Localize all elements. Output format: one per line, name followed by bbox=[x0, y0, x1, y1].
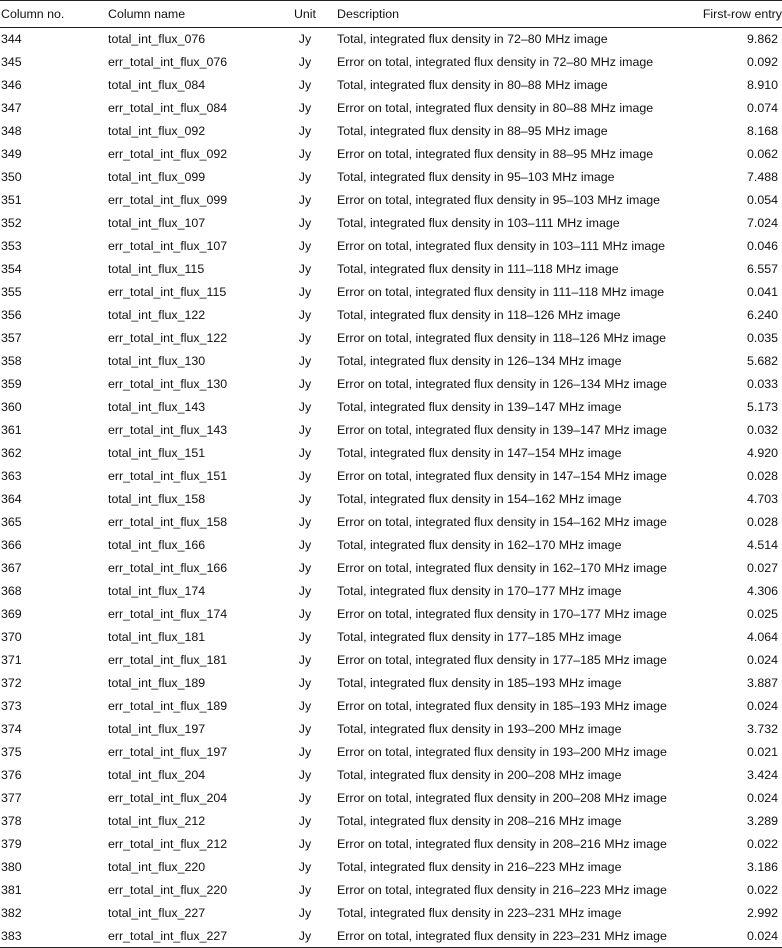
cell-unit: Jy bbox=[298, 630, 312, 644]
cell-column-no: 374 bbox=[1, 722, 22, 736]
cell-column-name: err_total_int_flux_122 bbox=[108, 331, 228, 345]
table-row bbox=[0, 810, 782, 833]
header-column-name: Column name bbox=[108, 1, 273, 28]
cell-unit: Jy bbox=[298, 883, 312, 897]
cell-column-no: 368 bbox=[1, 584, 22, 598]
cell-description: Error on total, integrated flux density in 162–170 MHz image bbox=[337, 561, 667, 575]
cell-column-no: 346 bbox=[1, 78, 22, 92]
cell-description: Error on total, integrated flux density in 95–103 MHz image bbox=[337, 193, 661, 207]
cell-unit: Jy bbox=[298, 515, 312, 529]
cell-column-name: total_int_flux_158 bbox=[108, 492, 206, 506]
cell-first-row-entry: 4.514 bbox=[746, 538, 778, 552]
header-description: Description bbox=[337, 1, 655, 28]
cell-unit: Jy bbox=[298, 791, 312, 805]
cell-column-name: err_total_int_flux_174 bbox=[108, 607, 228, 621]
cell-column-name: total_int_flux_166 bbox=[108, 538, 206, 552]
cell-column-no: 371 bbox=[1, 653, 22, 667]
cell-first-row-entry: 2.992 bbox=[746, 906, 778, 920]
cell-unit: Jy bbox=[298, 860, 312, 874]
cell-unit: Jy bbox=[298, 377, 312, 391]
cell-first-row-entry: 0.024 bbox=[746, 791, 778, 805]
cell-first-row-entry: 7.488 bbox=[746, 170, 778, 184]
cell-column-name: total_int_flux_212 bbox=[108, 814, 206, 828]
cell-unit: Jy bbox=[298, 906, 312, 920]
cell-column-no: 375 bbox=[1, 745, 22, 759]
cell-first-row-entry: 3.289 bbox=[746, 814, 778, 828]
cell-column-name: total_int_flux_227 bbox=[108, 906, 206, 920]
cell-first-row-entry: 0.054 bbox=[746, 193, 778, 207]
cell-column-name: total_int_flux_151 bbox=[108, 446, 206, 460]
cell-description: Error on total, integrated flux density in 72–80 MHz image bbox=[337, 55, 654, 69]
table-row bbox=[0, 396, 782, 419]
table-row bbox=[0, 787, 782, 810]
cell-column-name: err_total_int_flux_166 bbox=[108, 561, 228, 575]
table-row bbox=[0, 465, 782, 488]
cell-description: Error on total, integrated flux density in 200–208 MHz image bbox=[337, 791, 667, 805]
cell-column-name: total_int_flux_099 bbox=[108, 170, 206, 184]
cell-first-row-entry: 0.046 bbox=[746, 239, 778, 253]
cell-first-row-entry: 4.703 bbox=[746, 492, 778, 506]
cell-column-no: 356 bbox=[1, 308, 22, 322]
cell-column-no: 379 bbox=[1, 837, 22, 851]
cell-first-row-entry: 0.025 bbox=[746, 607, 778, 621]
cell-first-row-entry: 0.028 bbox=[746, 515, 778, 529]
cell-unit: Jy bbox=[298, 32, 312, 47]
cell-unit: Jy bbox=[298, 354, 312, 368]
cell-description: Total, integrated flux density in 147–154 MHz image bbox=[337, 446, 622, 460]
cell-column-no: 352 bbox=[1, 216, 22, 230]
cell-first-row-entry: 5.682 bbox=[746, 354, 778, 368]
cell-first-row-entry: 0.022 bbox=[746, 837, 778, 851]
cell-unit: Jy bbox=[298, 768, 312, 782]
cell-description: Error on total, integrated flux density in 170–177 MHz image bbox=[337, 607, 667, 621]
table-row bbox=[0, 51, 782, 74]
cell-description: Total, integrated flux density in 162–170 MHz image bbox=[337, 538, 622, 552]
table-row bbox=[0, 304, 782, 327]
cell-column-no: 372 bbox=[1, 676, 22, 690]
cell-first-row-entry: 4.306 bbox=[746, 584, 778, 598]
cell-column-no: 357 bbox=[1, 331, 22, 345]
table-row bbox=[0, 626, 782, 649]
cell-unit: Jy bbox=[298, 492, 312, 506]
cell-first-row-entry: 4.064 bbox=[746, 630, 778, 644]
cell-column-name: total_int_flux_220 bbox=[108, 860, 206, 874]
cell-description: Total, integrated flux density in 170–177 MHz image bbox=[337, 584, 622, 598]
cell-unit: Jy bbox=[298, 814, 312, 828]
cell-column-no: 365 bbox=[1, 515, 22, 529]
cell-unit: Jy bbox=[298, 170, 312, 184]
cell-first-row-entry: 0.074 bbox=[746, 101, 778, 115]
table-row bbox=[0, 166, 782, 189]
cell-unit: Jy bbox=[298, 469, 312, 483]
cell-column-no: 361 bbox=[1, 423, 22, 437]
cell-description: Total, integrated flux density in 216–223 MHz image bbox=[337, 860, 622, 874]
cell-description: Error on total, integrated flux density in 126–134 MHz image bbox=[337, 377, 667, 391]
cell-unit: Jy bbox=[298, 745, 312, 759]
table-row bbox=[0, 235, 782, 258]
cell-column-name: total_int_flux_174 bbox=[108, 584, 206, 598]
table-row bbox=[0, 695, 782, 718]
cell-column-name: err_total_int_flux_212 bbox=[108, 837, 228, 851]
cell-unit: Jy bbox=[298, 400, 312, 414]
cell-description: Error on total, integrated flux density in 177–185 MHz image bbox=[337, 653, 667, 667]
cell-description: Error on total, integrated flux density in 216–223 MHz image bbox=[337, 883, 667, 897]
cell-description: Total, integrated flux density in 154–162 MHz image bbox=[337, 492, 622, 506]
cell-column-name: total_int_flux_204 bbox=[108, 768, 206, 782]
cell-unit: Jy bbox=[298, 331, 312, 345]
cell-column-no: 360 bbox=[1, 400, 22, 414]
cell-description: Error on total, integrated flux density in 193–200 MHz image bbox=[337, 745, 667, 759]
cell-description: Total, integrated flux density in 139–147 MHz image bbox=[337, 400, 622, 414]
table-header bbox=[0, 1, 782, 28]
cell-first-row-entry: 4.920 bbox=[746, 446, 778, 460]
cell-first-row-entry: 9.862 bbox=[746, 32, 778, 47]
cell-first-row-entry: 6.240 bbox=[746, 308, 778, 322]
cell-description: Error on total, integrated flux density in 154–162 MHz image bbox=[337, 515, 667, 529]
cell-column-no: 380 bbox=[1, 860, 22, 874]
cell-unit: Jy bbox=[298, 561, 312, 575]
cell-first-row-entry: 6.557 bbox=[746, 262, 778, 276]
cell-unit: Jy bbox=[298, 837, 312, 851]
cell-first-row-entry: 0.021 bbox=[746, 745, 778, 759]
cell-column-name: total_int_flux_130 bbox=[108, 354, 206, 368]
cell-column-no: 383 bbox=[0, 925, 108, 948]
cell-unit: Jy bbox=[298, 423, 312, 437]
table-row bbox=[0, 603, 782, 626]
cell-column-name: err_total_int_flux_084 bbox=[108, 101, 228, 115]
cell-column-name: err_total_int_flux_115 bbox=[108, 285, 227, 299]
table-row bbox=[0, 833, 782, 856]
table-row bbox=[0, 925, 782, 948]
cell-description: Total, integrated flux density in 72–80 MHz image bbox=[337, 32, 608, 47]
cell-column-name: err_total_int_flux_181 bbox=[108, 653, 228, 667]
cell-first-row-entry: 5.173 bbox=[746, 400, 778, 414]
cell-unit: Jy bbox=[298, 262, 312, 276]
cell-column-no: 369 bbox=[1, 607, 22, 621]
cell-description: Total, integrated flux density in 208–216 MHz image bbox=[337, 814, 622, 828]
table-row bbox=[0, 419, 782, 442]
cell-first-row-entry: 8.910 bbox=[746, 78, 778, 92]
cell-unit: Jy bbox=[298, 699, 312, 713]
cell-description: Total, integrated flux density in 193–200 MHz image bbox=[337, 722, 622, 736]
cell-unit: Jy bbox=[298, 239, 312, 253]
cell-column-name: total_int_flux_181 bbox=[108, 630, 206, 644]
cell-column-name: err_total_int_flux_197 bbox=[108, 745, 228, 759]
cell-column-no: 354 bbox=[1, 262, 22, 276]
cell-unit: Jy bbox=[298, 538, 312, 552]
cell-unit: Jy bbox=[298, 446, 312, 460]
table-row bbox=[0, 741, 782, 764]
cell-first-row-entry: 0.032 bbox=[746, 423, 778, 437]
cell-first-row-entry: 0.027 bbox=[746, 561, 778, 575]
cell-column-name: err_total_int_flux_130 bbox=[108, 377, 228, 391]
cell-column-no: 367 bbox=[1, 561, 22, 575]
cell-column-no: 362 bbox=[1, 446, 22, 460]
table-row bbox=[0, 189, 782, 212]
cell-column-no: 345 bbox=[1, 55, 22, 69]
cell-column-name: err_total_int_flux_189 bbox=[108, 699, 228, 713]
table-row bbox=[0, 557, 782, 580]
table-row bbox=[0, 902, 782, 925]
cell-description: Error on total, integrated flux density in 147–154 MHz image bbox=[337, 469, 667, 483]
table-row bbox=[0, 488, 782, 511]
cell-first-row-entry: 0.035 bbox=[746, 331, 778, 345]
cell-column-name: err_total_int_flux_158 bbox=[108, 515, 228, 529]
cell-description: Total, integrated flux density in 88–95 MHz image bbox=[337, 124, 608, 138]
cell-column-name: err_total_int_flux_099 bbox=[108, 193, 228, 207]
table-row bbox=[0, 879, 782, 902]
table-row bbox=[0, 718, 782, 741]
table-row bbox=[0, 580, 782, 603]
cell-first-row-entry: 0.024 bbox=[655, 925, 782, 948]
table-row bbox=[0, 534, 782, 557]
cell-column-name: total_int_flux_084 bbox=[108, 78, 206, 92]
table-row bbox=[0, 143, 782, 166]
cell-first-row-entry: 3.732 bbox=[746, 722, 778, 736]
cell-column-no: 347 bbox=[1, 101, 22, 115]
table-row bbox=[0, 74, 782, 97]
cell-description: Total, integrated flux density in 200–208 MHz image bbox=[337, 768, 622, 782]
cell-description: Error on total, integrated flux density in 103–111 MHz image bbox=[337, 239, 666, 253]
cell-unit: Jy bbox=[298, 308, 312, 322]
table-row bbox=[0, 764, 782, 787]
cell-description: Total, integrated flux density in 80–88 MHz image bbox=[337, 78, 608, 92]
table-row bbox=[0, 856, 782, 879]
cell-column-no: 344 bbox=[1, 32, 22, 47]
cell-unit: Jy bbox=[298, 722, 312, 736]
cell-column-no: 370 bbox=[1, 630, 22, 644]
cell-first-row-entry: 0.062 bbox=[746, 147, 778, 161]
table-row bbox=[0, 327, 782, 350]
table-row bbox=[0, 120, 782, 143]
cell-first-row-entry: 0.024 bbox=[746, 653, 778, 667]
cell-column-name: total_int_flux_092 bbox=[108, 124, 206, 138]
cell-first-row-entry: 7.024 bbox=[746, 216, 778, 230]
table-row bbox=[0, 373, 782, 396]
cell-column-no: 366 bbox=[1, 538, 22, 552]
cell-description: Total, integrated flux density in 185–193 MHz image bbox=[337, 676, 622, 690]
table-row bbox=[0, 350, 782, 373]
table-body bbox=[0, 28, 782, 948]
cell-description: Error on total, integrated flux density in 88–95 MHz image bbox=[337, 147, 654, 161]
cell-column-no: 348 bbox=[1, 124, 22, 138]
cell-description: Error on total, integrated flux density in 118–126 MHz image bbox=[337, 331, 666, 345]
table-row bbox=[0, 672, 782, 695]
cell-unit: Jy bbox=[298, 653, 312, 667]
cell-column-name: total_int_flux_143 bbox=[108, 400, 206, 414]
cell-description: Error on total, integrated flux density in 111–118 MHz image bbox=[337, 285, 665, 299]
cell-first-row-entry: 0.024 bbox=[746, 699, 778, 713]
cell-column-name: total_int_flux_197 bbox=[108, 722, 206, 736]
cell-first-row-entry: 0.022 bbox=[746, 883, 778, 897]
cell-column-name: err_total_int_flux_151 bbox=[108, 469, 228, 483]
cell-description: Error on total, integrated flux density in 223–231 MHz image bbox=[337, 925, 655, 948]
cell-column-name: total_int_flux_122 bbox=[108, 308, 206, 322]
cell-first-row-entry: 0.033 bbox=[746, 377, 778, 391]
table-row bbox=[0, 28, 782, 51]
cell-column-name: err_total_int_flux_143 bbox=[108, 423, 228, 437]
table-row bbox=[0, 281, 782, 304]
cell-column-no: 350 bbox=[1, 170, 22, 184]
cell-unit: Jy bbox=[298, 147, 312, 161]
table-row bbox=[0, 649, 782, 672]
cell-description: Error on total, integrated flux density in 185–193 MHz image bbox=[337, 699, 667, 713]
table-row bbox=[0, 511, 782, 534]
cell-column-no: 355 bbox=[1, 285, 22, 299]
cell-unit: Jy bbox=[298, 285, 312, 299]
table-row bbox=[0, 442, 782, 465]
table-row bbox=[0, 97, 782, 120]
cell-description: Error on total, integrated flux density in 80–88 MHz image bbox=[337, 101, 654, 115]
cell-description: Total, integrated flux density in 177–185 MHz image bbox=[337, 630, 622, 644]
cell-first-row-entry: 0.092 bbox=[746, 55, 778, 69]
cell-column-no: 382 bbox=[1, 906, 22, 920]
cell-column-name: err_total_int_flux_092 bbox=[108, 147, 228, 161]
cell-column-no: 373 bbox=[1, 699, 22, 713]
cell-description: Total, integrated flux density in 126–134 MHz image bbox=[337, 354, 622, 368]
cell-first-row-entry: 3.424 bbox=[746, 768, 778, 782]
cell-description: Total, integrated flux density in 223–231 MHz image bbox=[337, 906, 622, 920]
cell-column-no: 351 bbox=[1, 193, 22, 207]
cell-unit: Jy bbox=[298, 101, 312, 115]
cell-description: Total, integrated flux density in 118–126 MHz image bbox=[337, 308, 621, 322]
table-row bbox=[0, 258, 782, 281]
header-column-no: Column no. bbox=[0, 1, 108, 28]
cell-first-row-entry: 0.041 bbox=[746, 285, 778, 299]
cell-unit: Jy bbox=[298, 676, 312, 690]
header-row bbox=[0, 1, 782, 28]
cell-column-name: total_int_flux_115 bbox=[108, 262, 205, 276]
cell-column-name: err_total_int_flux_220 bbox=[108, 883, 228, 897]
cell-unit: Jy bbox=[298, 193, 312, 207]
cell-column-no: 381 bbox=[1, 883, 22, 897]
table-row bbox=[0, 212, 782, 235]
cell-unit: Jy bbox=[298, 124, 312, 138]
cell-unit: Jy bbox=[273, 925, 337, 948]
cell-description: Total, integrated flux density in 103–111 MHz image bbox=[337, 216, 620, 230]
cell-column-name: err_total_int_flux_204 bbox=[108, 791, 228, 805]
cell-description: Total, integrated flux density in 95–103 MHz image bbox=[337, 170, 615, 184]
cell-first-row-entry: 3.186 bbox=[746, 860, 778, 874]
cell-description: Error on total, integrated flux density in 208–216 MHz image bbox=[337, 837, 667, 851]
cell-column-no: 353 bbox=[1, 239, 22, 253]
cell-column-name: err_total_int_flux_107 bbox=[108, 239, 228, 253]
cell-first-row-entry: 8.168 bbox=[746, 124, 778, 138]
cell-column-name: err_total_int_flux_076 bbox=[108, 55, 228, 69]
header-first-row-entry: First-row entry bbox=[655, 1, 782, 28]
cell-column-name: total_int_flux_076 bbox=[108, 32, 206, 47]
cell-column-no: 377 bbox=[1, 791, 22, 805]
cell-description: Total, integrated flux density in 111–118 MHz image bbox=[337, 262, 619, 276]
cell-unit: Jy bbox=[298, 78, 312, 92]
header-unit: Unit bbox=[273, 1, 337, 28]
cell-column-name: total_int_flux_189 bbox=[108, 676, 206, 690]
cell-first-row-entry: 3.887 bbox=[746, 676, 778, 690]
cell-column-no: 359 bbox=[1, 377, 22, 391]
cell-unit: Jy bbox=[298, 607, 312, 621]
cell-description: Error on total, integrated flux density in 139–147 MHz image bbox=[337, 423, 667, 437]
cell-column-name: err_total_int_flux_227 bbox=[108, 925, 273, 948]
cell-column-no: 376 bbox=[1, 768, 22, 782]
cell-column-name: total_int_flux_107 bbox=[108, 216, 206, 230]
cell-unit: Jy bbox=[298, 216, 312, 230]
cell-unit: Jy bbox=[298, 584, 312, 598]
cell-column-no: 364 bbox=[1, 492, 22, 506]
cell-column-no: 363 bbox=[1, 469, 22, 483]
cell-column-no: 378 bbox=[1, 814, 22, 828]
cell-first-row-entry: 0.028 bbox=[746, 469, 778, 483]
cell-unit: Jy bbox=[298, 55, 312, 69]
cell-column-no: 358 bbox=[1, 354, 22, 368]
cell-column-no: 349 bbox=[1, 147, 22, 161]
